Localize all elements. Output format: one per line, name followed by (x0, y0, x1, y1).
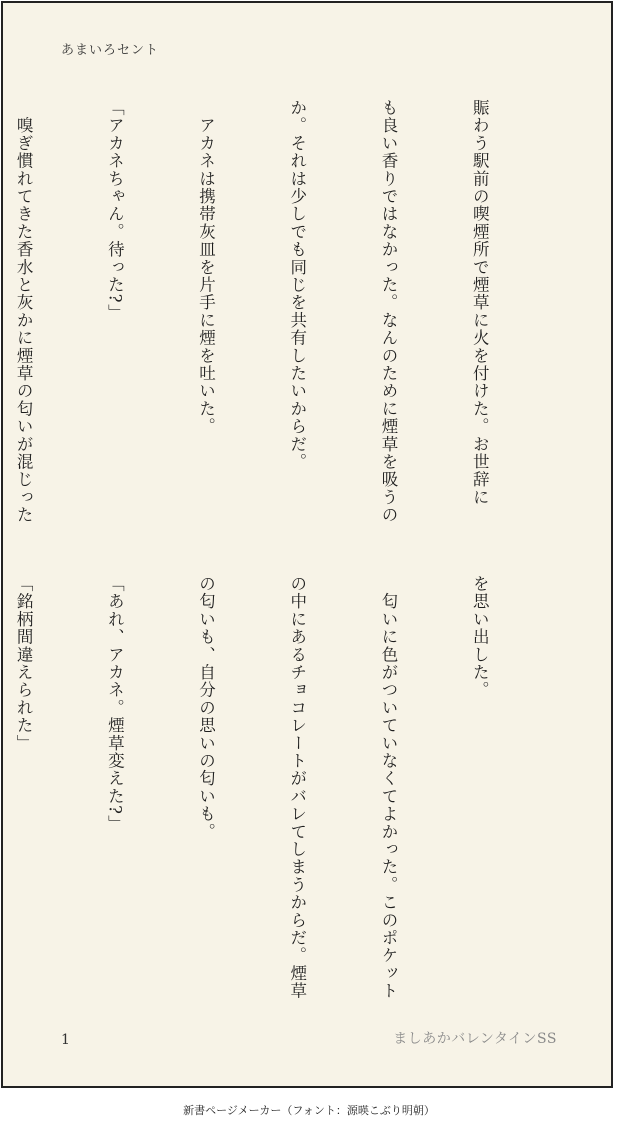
novel-page (1, 1, 613, 1088)
series-title: ましあかバレンタインSS (393, 1031, 557, 1047)
text-line: 「銘柄間違えられた」 (14, 575, 34, 752)
text-line: も良い香りではなかった。なんのために煙草を吸うの (378, 99, 398, 524)
text-line: 匂いに色がついていなくてよかった。このポケット (378, 575, 398, 1000)
text-line: の中にあるチョコレートがバレてしまうからだ。煙草 (287, 575, 307, 1000)
text-line: アカネは携帯灰皿を片手に煙を吐いた。 (196, 99, 216, 436)
text-line: 嗅ぎ慣れてきた香水と灰かに煙草の匂いが混じった (14, 99, 34, 524)
text-line: 「あれ、アカネ。煙草変えた?」 (105, 575, 125, 833)
text-line: か。それは少しでも同じを共有したいからだ。 (287, 99, 307, 471)
generator-caption: 新書ページメーカー（フォント：源暎こぶり明朝） (183, 1104, 435, 1117)
text-line: 賑わう駅前の喫煙所で煙草に火を付けた。お世辞に (470, 99, 490, 507)
story-title: あまいろセント (61, 43, 160, 58)
text-line: 「アカネちゃん。待った?」 (105, 99, 125, 322)
text-line: を思い出した。 (470, 575, 490, 699)
page-number: 1 (61, 1032, 70, 1048)
text-line: の匂いも、自分の思いの匂いも。 (196, 575, 216, 841)
text-block-bottom (0, 575, 555, 1005)
text-block-top (0, 99, 555, 529)
